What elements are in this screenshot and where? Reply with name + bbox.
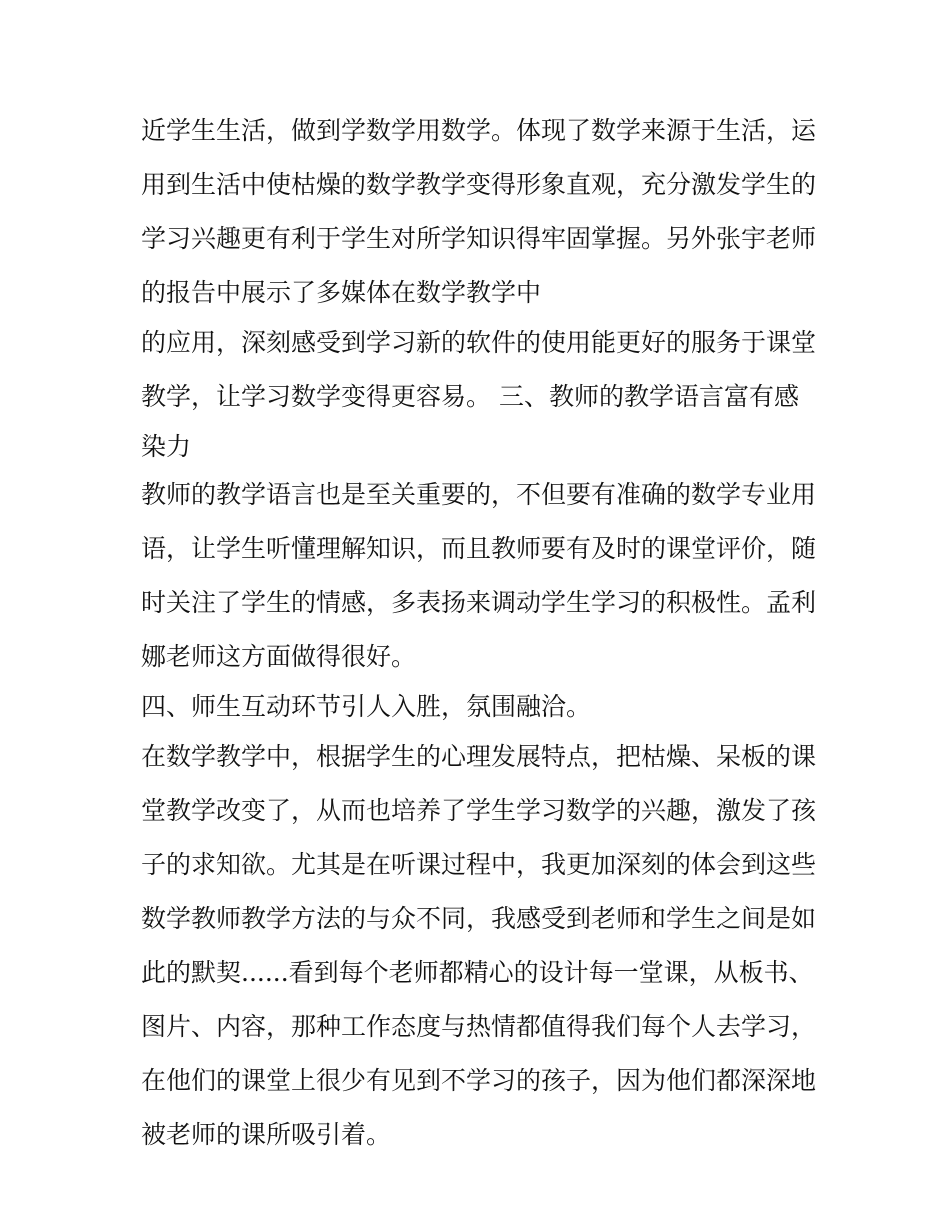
text-line: 的应用，深刻感受到学习新的软件的使用能更好的服务于课堂 [141,328,817,357]
text-line: 堂教学改变了，从而也培养了学生学习数学的兴趣，激发了孩 [141,796,817,825]
text-line: 教师的教学语言也是至关重要的，不但要有准确的数学专业用 [141,480,817,509]
text-line: 数学教师教学方法的与众不同，我感受到老师和学生之间是如 [141,904,817,933]
text-line: 学习兴趣更有利于学生对所学知识得牢固掌握。另外张宇老师 [141,224,817,253]
text-line: 在数学教学中，根据学生的心理发展特点，把枯燥、呆板的课 [141,742,817,771]
text-line: 时关注了学生的情感，多表扬来调动学生学习的积极性。孟利 [141,588,817,617]
text-line: 教学，让学习数学变得更容易。 三、教师的教学语言富有感 [141,382,799,411]
text-line: 近学生生活，做到学数学用数学。体现了数学来源于生活，运 [141,116,817,145]
text-line: 娜老师这方面做得很好。 [141,642,417,671]
body-text [141,108,821,1166]
text-line: 子的求知欲。尤其是在听课过程中，我更加深刻的体会到这些 [141,850,817,879]
text-line: 在他们的课堂上很少有见到不学习的孩子，因为他们都深深地 [141,1066,817,1095]
text-line: 被老师的课所吸引着。 [141,1120,392,1149]
text-line: 语，让学生听懂理解知识，而且教师要有及时的课堂评价，随 [141,534,817,563]
text-line: 染力 [141,432,192,461]
section-heading: 四、师生互动环节引人入胜，氛围融洽。 [141,692,592,721]
text-line: 的报告中展示了多媒体在数学教学中 [141,278,542,307]
text-line: 图片、内容，那种工作态度与热情都值得我们每个人去学习， [141,1012,817,1041]
text-line: 此的默契......看到每个老师都精心的设计每一堂课，从板书、 [141,958,814,987]
text-line: 用到生活中使枯燥的数学教学变得形象直观，充分激发学生的 [141,170,817,199]
